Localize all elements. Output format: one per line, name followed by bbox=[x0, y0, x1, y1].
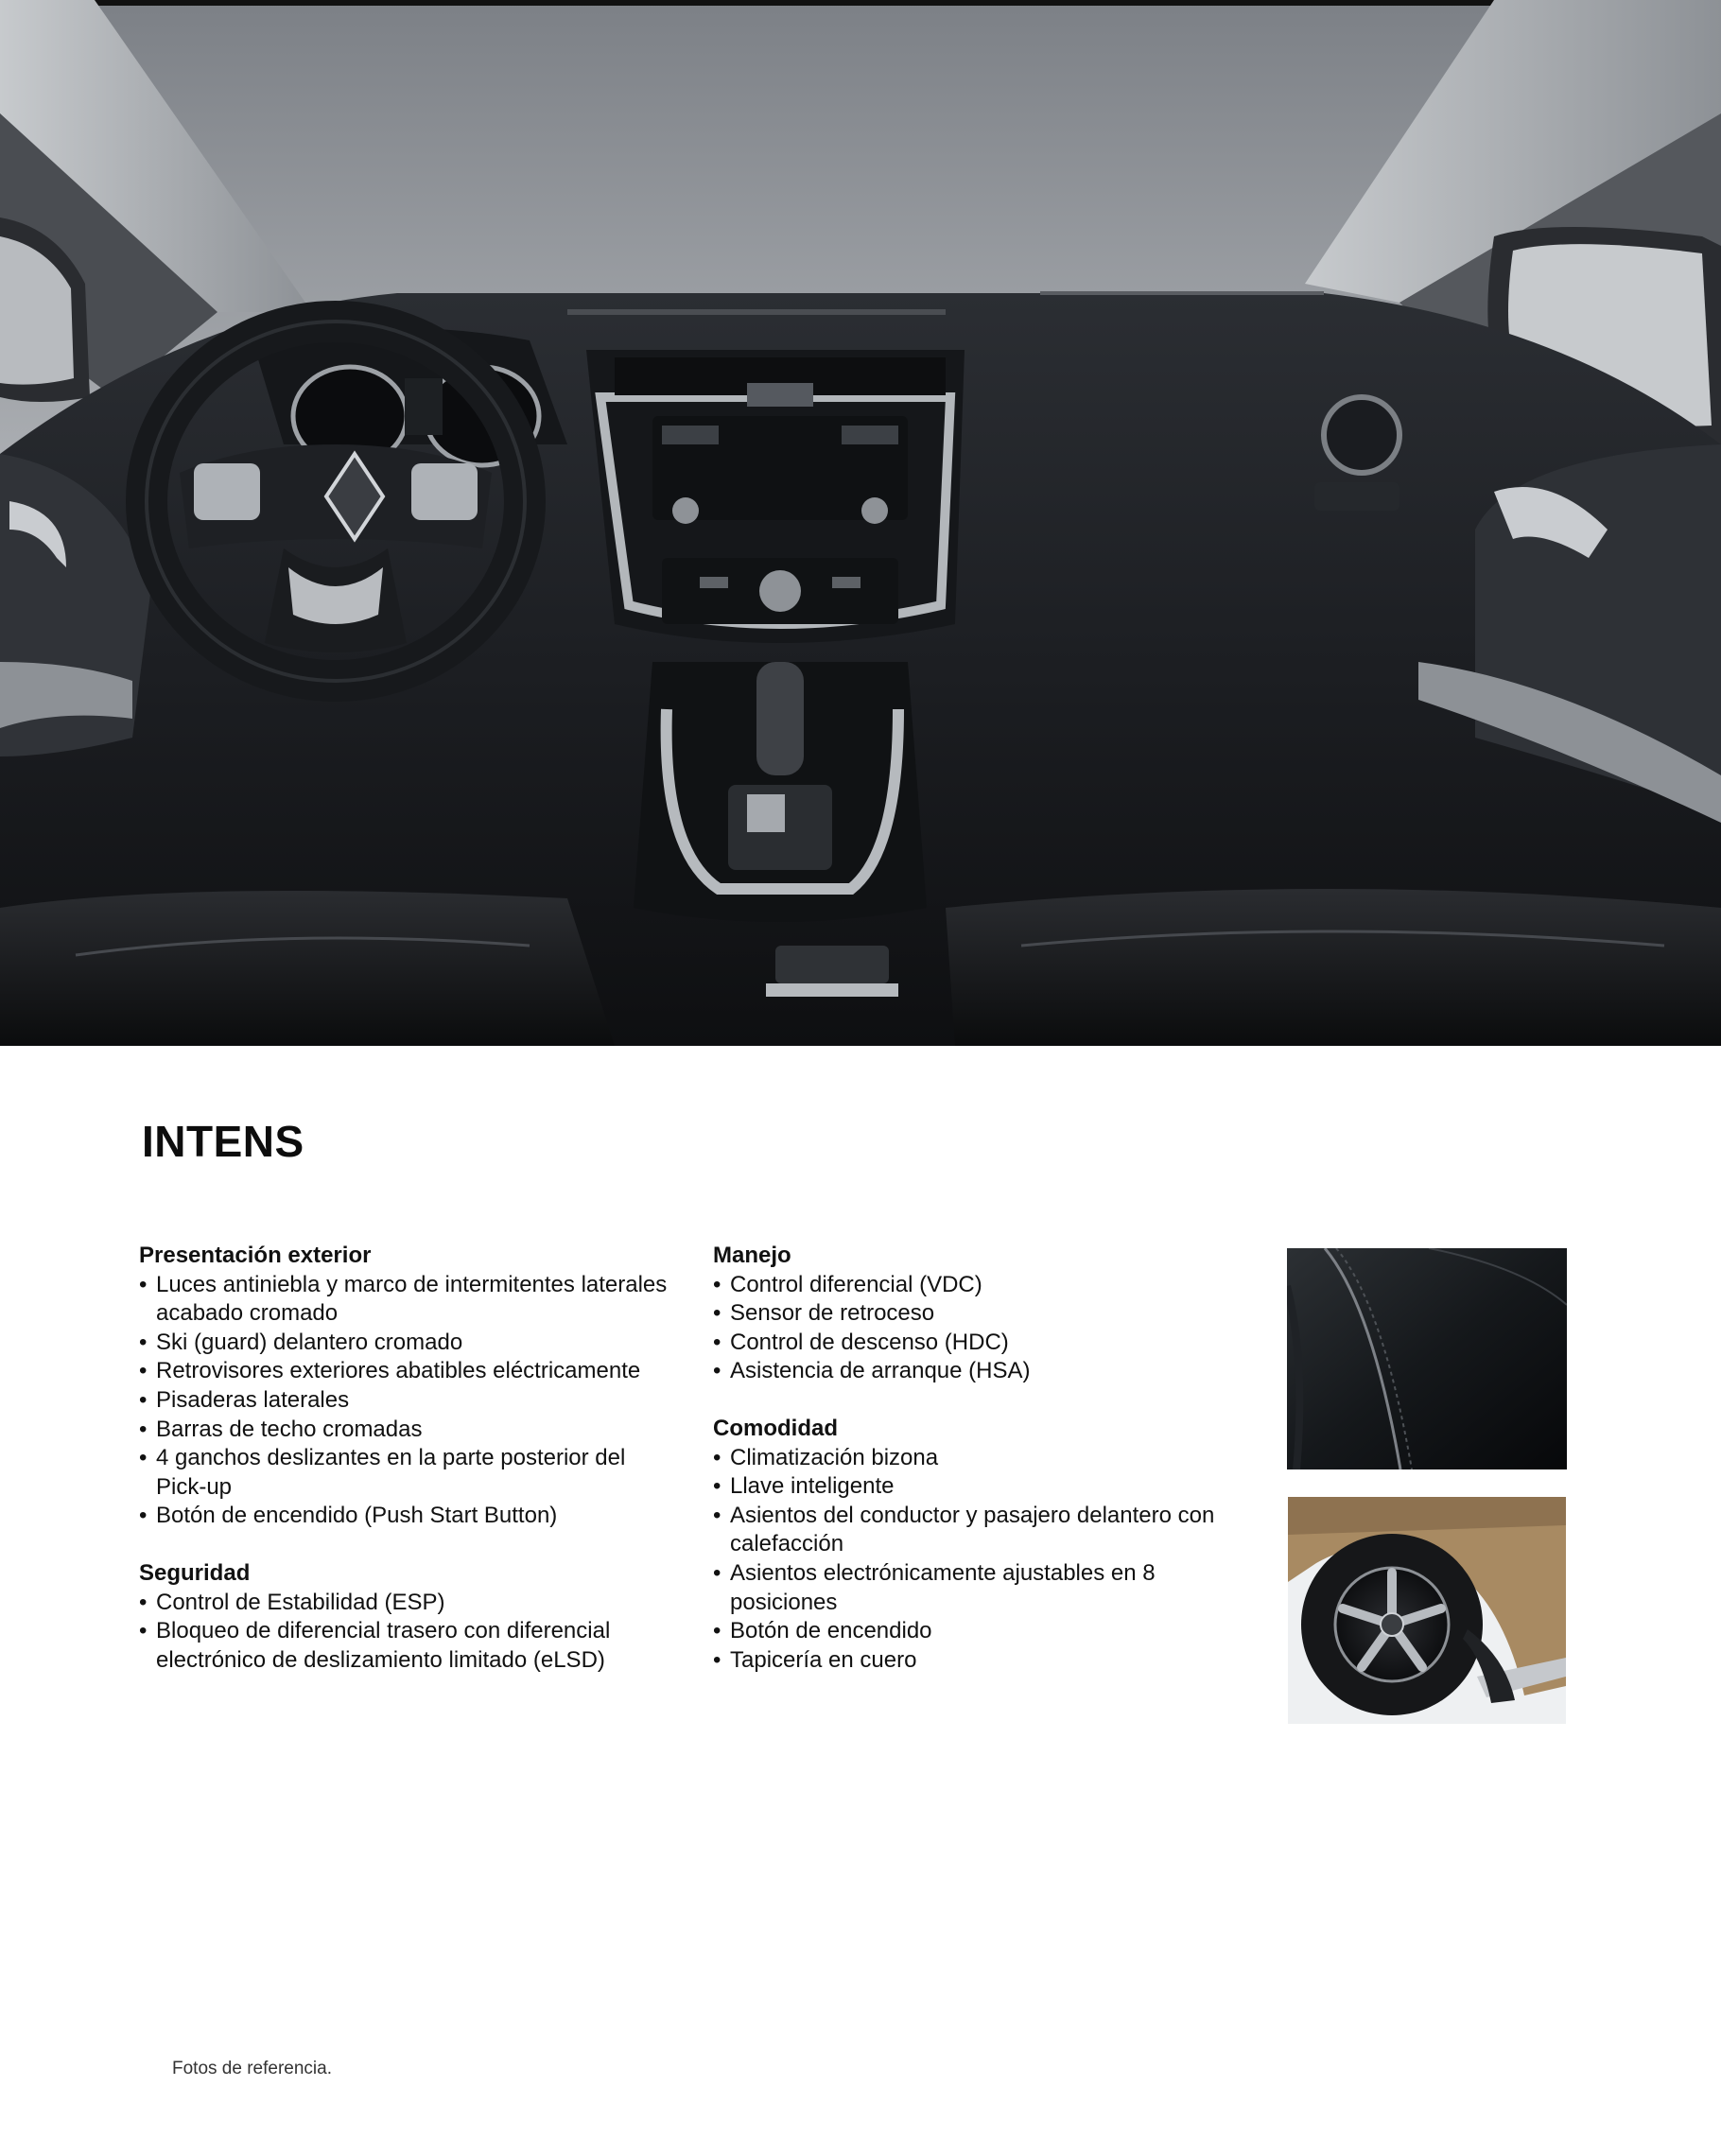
feature-list bbox=[713, 1444, 1243, 1676]
leather-seat-photo bbox=[1287, 1248, 1567, 1469]
section-comodidad bbox=[713, 1415, 1243, 1675]
page-title: INTENS bbox=[142, 1117, 304, 1166]
feature-list bbox=[713, 1271, 1243, 1386]
list-item: • Climatización bizona bbox=[713, 1444, 1243, 1473]
section-presentacion-exterior bbox=[139, 1242, 669, 1531]
section-heading: Presentación exterior bbox=[139, 1243, 372, 1268]
list-item: • Barras de techo cromadas bbox=[139, 1416, 669, 1445]
list-item: • 4 ganchos deslizantes en la parte posterior del Pick-up bbox=[139, 1444, 669, 1502]
list-item: • Botón de encendido (Push Start Button) bbox=[139, 1502, 669, 1531]
list-item: • Asientos electrónicamente ajustables en 8 posiciones bbox=[713, 1559, 1243, 1617]
spec-column-left bbox=[139, 1242, 669, 1703]
spec-column-middle bbox=[713, 1242, 1243, 1703]
list-item: • Luces antiniebla y marco de intermitentes laterales acabado cromado bbox=[139, 1271, 669, 1329]
feature-list bbox=[139, 1589, 669, 1676]
interior-photo bbox=[0, 0, 1721, 1046]
section-heading: Seguridad bbox=[139, 1559, 251, 1586]
list-item: • Pisaderas laterales bbox=[139, 1386, 669, 1416]
section-heading: Manejo bbox=[713, 1243, 791, 1268]
list-item: • Bloqueo de diferencial trasero con diferencial electrónico de deslizamiento limitado (eLSD) bbox=[139, 1617, 669, 1675]
footnote: Fotos de referencia. bbox=[172, 2059, 332, 2078]
list-item: • Control de descenso (HDC) bbox=[713, 1329, 1243, 1358]
list-item: • Llave inteligente bbox=[713, 1472, 1243, 1502]
list-item: • Control diferencial (VDC) bbox=[713, 1271, 1243, 1300]
wheel-photo bbox=[1288, 1497, 1566, 1724]
list-item: • Tapicería en cuero bbox=[713, 1646, 1243, 1676]
section-heading: Comodidad bbox=[713, 1415, 838, 1441]
list-item: • Botón de encendido bbox=[713, 1617, 1243, 1646]
feature-list bbox=[139, 1271, 669, 1531]
list-item: • Sensor de retroceso bbox=[713, 1299, 1243, 1329]
section-manejo bbox=[713, 1242, 1243, 1386]
list-item: • Asientos del conductor y pasajero delantero con calefacción bbox=[713, 1502, 1243, 1559]
list-item: • Retrovisores exteriores abatibles eléctricamente bbox=[139, 1357, 669, 1386]
list-item: • Asistencia de arranque (HSA) bbox=[713, 1357, 1243, 1386]
list-item: • Control de Estabilidad (ESP) bbox=[139, 1589, 669, 1618]
section-seguridad bbox=[139, 1559, 669, 1675]
list-item: • Ski (guard) delantero cromado bbox=[139, 1329, 669, 1358]
